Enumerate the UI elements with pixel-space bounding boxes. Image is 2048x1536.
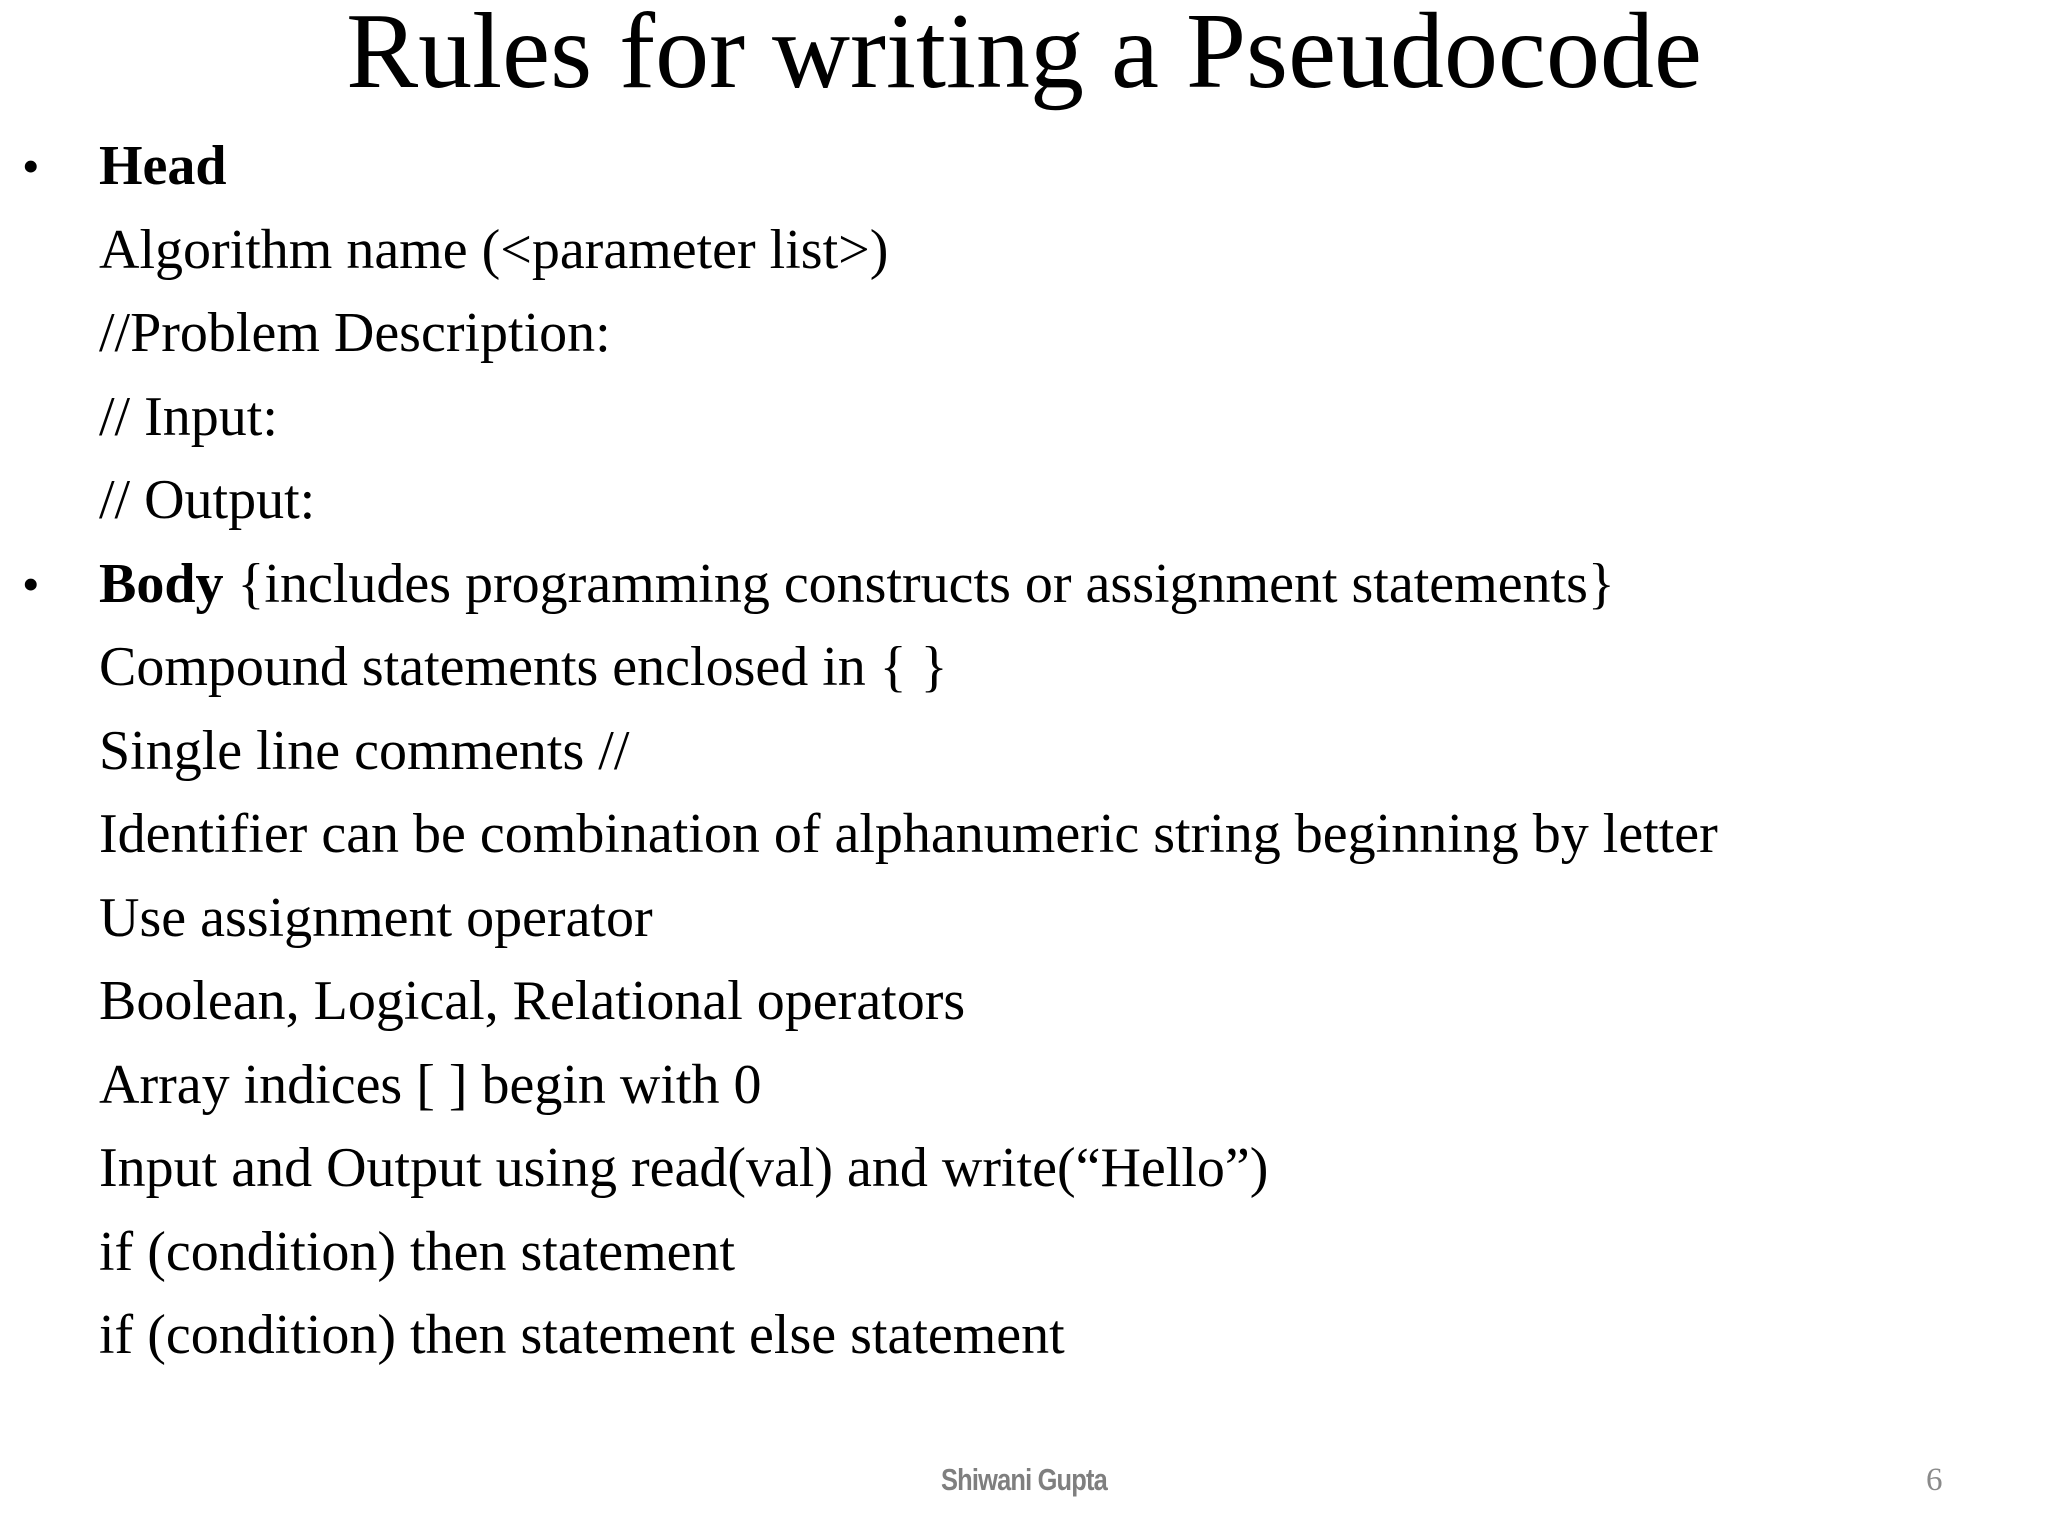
head-line: Algorithm name (<parameter list>) xyxy=(99,218,889,281)
bullet-item-body xyxy=(0,543,2048,627)
body-line: if (condition) then statement xyxy=(99,1220,736,1283)
body-line: Identifier can be combination of alphanumeric string beginning by letter xyxy=(99,803,1718,865)
body-line: Compound statements enclosed in { } xyxy=(99,636,948,698)
bullet-icon: • xyxy=(22,138,40,194)
body-line: Use assignment operator xyxy=(99,886,653,949)
slide-title: Rules for writing a Pseudocode xyxy=(346,0,1702,111)
body-line: Boolean, Logical, Relational operators xyxy=(99,970,966,1032)
bullet-icon: • xyxy=(22,555,40,612)
head-heading: Head xyxy=(99,135,227,197)
body-line: Array indices [ ] begin with 0 xyxy=(99,1053,762,1116)
body-heading-description: {includes programming constructs or assignment statements} xyxy=(223,552,1615,615)
body-line: Single line comments // xyxy=(99,719,630,782)
footer-author: Shiwani Gupta xyxy=(941,1462,1107,1497)
head-line: //Problem Description: xyxy=(99,302,611,364)
slide-content xyxy=(0,125,2048,1378)
body-line: Input and Output using read(val) and write(“Hello”) xyxy=(99,1137,1269,1199)
head-line: // Input: xyxy=(99,385,278,448)
bullet-item-head xyxy=(0,125,2048,209)
body-line: if (condition) then statement else statement xyxy=(99,1304,1065,1366)
head-line: // Output: xyxy=(99,469,316,531)
page-number: 6 xyxy=(1926,1462,1943,1498)
body-heading: Body xyxy=(99,552,224,615)
